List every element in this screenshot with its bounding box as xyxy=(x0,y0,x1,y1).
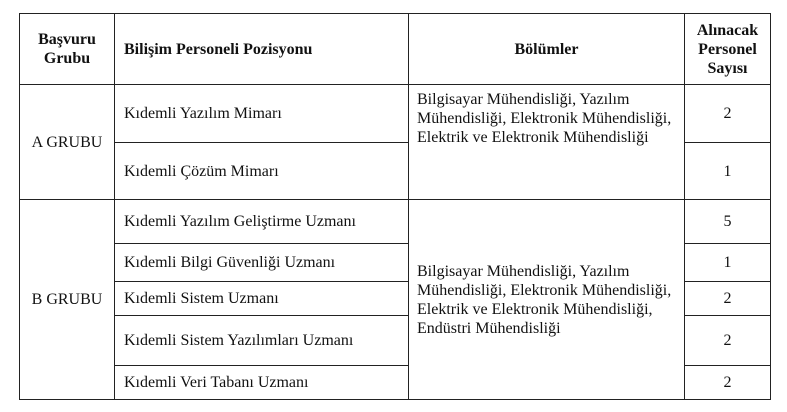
header-position: Bilişim Personeli Pozisyonu xyxy=(115,14,409,85)
personnel-table-container xyxy=(19,13,771,400)
position-cell: Kıdemli Yazılım Geliştirme Uzmanı xyxy=(115,200,409,244)
header-departments: Bölümler xyxy=(409,14,685,85)
position-cell: Kıdemli Sistem Yazılımları Uzmanı xyxy=(115,316,409,366)
header-count: Alınacak Personel Sayısı xyxy=(685,14,771,85)
count-cell: 2 xyxy=(685,316,771,366)
count-cell: 5 xyxy=(685,200,771,244)
count-cell: 1 xyxy=(685,143,771,200)
count-cell: 2 xyxy=(685,282,771,316)
position-cell: Kıdemli Sistem Uzmanı xyxy=(115,282,409,316)
position-cell: Kıdemli Çözüm Mimarı xyxy=(115,143,409,200)
header-group: Başvuru Grubu xyxy=(20,14,115,85)
count-cell: 1 xyxy=(685,244,771,282)
count-cell: 2 xyxy=(685,366,771,400)
position-cell: Kıdemli Bilgi Güvenliği Uzmanı xyxy=(115,244,409,282)
table-row xyxy=(20,200,771,244)
group-a-departments: Bilgisayar Mühendisliği, Yazılım Mühendisliği, Elektronik Mühendisliği, Elektrik ve Elektronik Mühendisliği xyxy=(409,85,685,200)
position-cell: Kıdemli Yazılım Mimarı xyxy=(115,85,409,143)
header-row xyxy=(20,14,771,85)
position-cell: Kıdemli Veri Tabanı Uzmanı xyxy=(115,366,409,400)
table-row xyxy=(20,85,771,143)
count-cell: 2 xyxy=(685,85,771,143)
group-a-label: A GRUBU xyxy=(20,85,115,200)
personnel-table xyxy=(19,13,771,400)
group-b-label: B GRUBU xyxy=(20,200,115,400)
group-b-departments: Bilgisayar Mühendisliği, Yazılım Mühendisliği, Elektronik Mühendisliği, Elektrik ve Elektronik Mühendisliği, Endüstri Mühendisliği xyxy=(409,200,685,400)
